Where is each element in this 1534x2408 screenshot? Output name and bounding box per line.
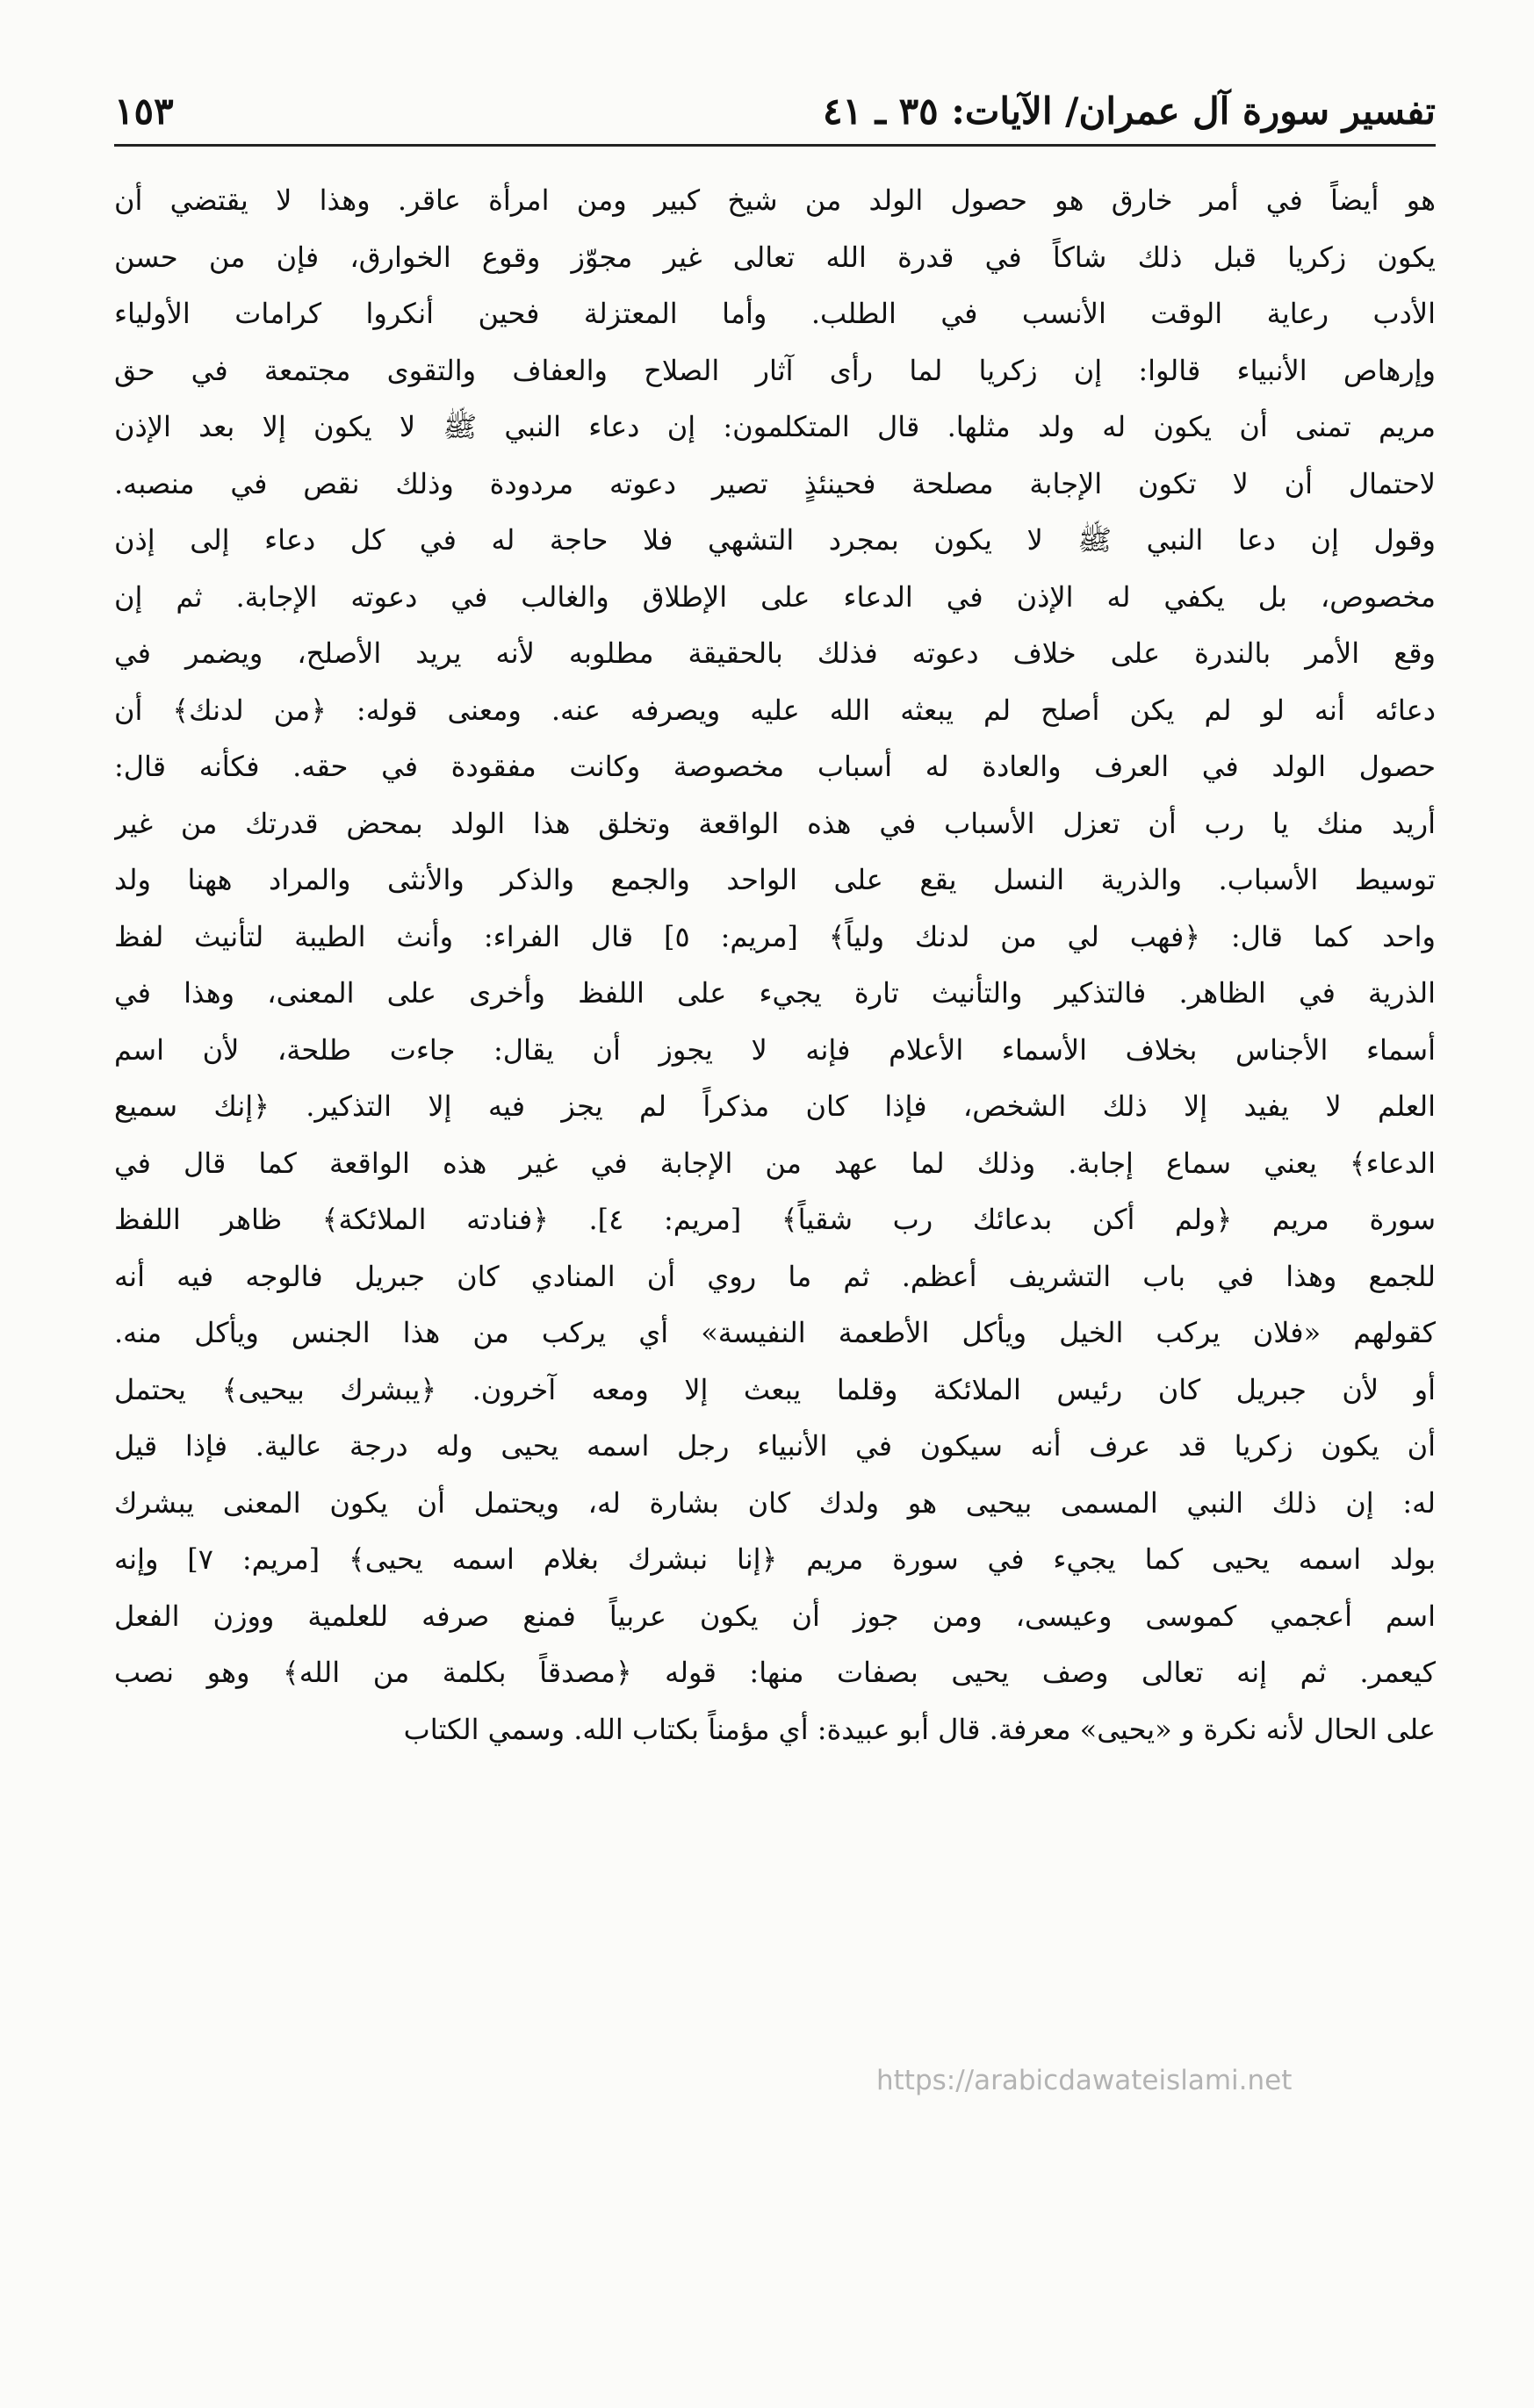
text-line: واحد كما قال: ﴿فهب لي من لدنك ولياً﴾ [مريم: ٥] قال الفراء: وأنث الطيبة لتأنيث لفظ — [114, 919, 1436, 953]
text-line: هو أيضاً في أمر خارق هو حصول الولد من شيخ كبير ومن امرأة عاقر. وهذا لا يقتضي أن — [114, 183, 1436, 217]
text-line: أو لأن جبريل كان رئيس الملائكة وقلما يبعث إلا ومعه آخرون. ﴿يبشرك بيحيى﴾ يحتمل — [114, 1372, 1436, 1406]
text-line: سورة مريم ﴿ولم أكن بدعائك رب شقياً﴾ [مريم: ٤]. ﴿فنادته الملائكة﴾ ظاهر اللفظ — [114, 1203, 1436, 1236]
page-number: ١٥٣ — [114, 90, 174, 133]
header-divider — [114, 144, 1436, 147]
text-line: كيعمر. ثم إنه تعالى وصف يحيى بصفات منها: قوله ﴿مصدقاً بكلمة من الله﴾ وهو نصب — [114, 1656, 1436, 1689]
page-header — [114, 84, 1436, 139]
text-line: اسم أعجمي كموسى وعيسى، ومن جوز أن يكون عربياً فمنع صرفه للعلمية ووزن الفعل — [114, 1599, 1436, 1633]
text-line: يكون زكريا قبل ذلك شاكاً في قدرة الله تعالى غير مجوّز وقوع الخوارق، فإن من حسن — [114, 240, 1436, 274]
watermark-url: https://arabicdawateislami.net — [876, 2065, 1293, 2096]
text-line: العلم لا يفيد إلا ذلك الشخص، فإذا كان مذكراً لم يجز فيه إلا التذكير. ﴿إنك سميع — [114, 1089, 1436, 1123]
text-line: وقع الأمر بالندرة على خلاف دعوته فذلك بالحقيقة مطلوبه لأنه يريد الأصلح، ويضمر في — [114, 636, 1436, 670]
text-line: كقولهم «فلان يركب الخيل ويأكل الأطعمة النفيسة» أي يركب من هذا الجنس ويأكل منه. — [114, 1316, 1436, 1349]
text-line: بولد اسمه يحيى كما يجيء في سورة مريم ﴿إنا نبشرك بغلام اسمه يحيى﴾ [مريم: ٧] وإنه — [114, 1542, 1436, 1576]
text-line: للجمع وهذا في باب التشريف أعظم. ثم ما روي أن المنادي كان جبريل فالوجه فيه أنه — [114, 1259, 1436, 1293]
text-line: الذرية في الظاهر. فالتذكير والتأنيث تارة يجيء على اللفظ وأخرى على المعنى، وهذا في — [114, 976, 1436, 1010]
text-line: أريد منك يا رب أن تعزل الأسباب في هذه الواقعة وتخلق هذا الولد بمحض قدرتك من غير — [114, 806, 1436, 840]
text-line: له: إن ذلك النبي المسمى بيحيى هو ولدك كان بشارة له، ويحتمل أن يكون المعنى يبشرك — [114, 1485, 1436, 1520]
text-line: وقول إن دعا النبي ﷺ لا يكون بمجرد التشهي فلا حاجة له في كل دعاء إلى إذن — [114, 523, 1436, 557]
text-line: دعائه أنه لو لم يكن أصلح لم يبعثه الله عليه ويصرفه عنه. ومعنى قوله: ﴿من لدنك﴾ أن — [114, 693, 1436, 727]
text-line: توسيط الأسباب. والذرية النسل يقع على الواحد والجمع والذكر والأنثى والمراد ههنا ولد — [114, 863, 1436, 896]
text-line: الأدب رعاية الوقت الأنسب في الطلب. وأما المعتزلة فحين أنكروا كرامات الأولياء — [114, 297, 1436, 330]
text-line: الدعاء﴾ يعني سماع إجابة. وذلك لما عهد من الإجابة في غير هذه الواقعة كما قال في — [114, 1146, 1436, 1180]
text-line: مريم تمنى أن يكون له ولد مثلها. قال المتكلمون: إن دعاء النبي ﷺ لا يكون إلا بعد الإذن — [114, 410, 1436, 443]
text-line: أن يكون زكريا قد عرف أنه سيكون في الأنبياء رجل اسمه يحيى وله درجة عالية. فإذا قيل — [114, 1429, 1436, 1463]
text-line: أسماء الأجناس بخلاف الأسماء الأعلام فإنه لا يجوز أن يقال: جاءت طلحة، لأن اسم — [114, 1032, 1436, 1067]
text-line: لاحتمال أن لا تكون الإجابة مصلحة فحينئذٍ تصير دعوته مردودة وذلك نقص في منصبه. — [114, 466, 1436, 500]
running-title: تفسير سورة آل عمران/ الآيات: ٣٥ ـ ٤١ — [822, 90, 1436, 133]
text-line: مخصوص، بل يكفي له الإذن في الدعاء على الإطلاق والغالب في دعوته الإجابة. ثم إن — [114, 579, 1436, 614]
body-text — [114, 172, 1436, 1757]
text-line: وإرهاص الأنبياء قالوا: إن زكريا لما رأى آثار الصلاح والعفاف والتقوى مجتمعة في حق — [114, 353, 1436, 387]
text-line: على الحال لأنه نكرة و «يحيى» معرفة. قال أبو عبيدة: أي مؤمناً بكتاب الله. وسمي الكتاب — [403, 1712, 1436, 1746]
text-line: حصول الولد في العرف والعادة له أسباب مخصوصة وكانت مفقودة في حقه. فكأنه قال: — [114, 750, 1436, 783]
